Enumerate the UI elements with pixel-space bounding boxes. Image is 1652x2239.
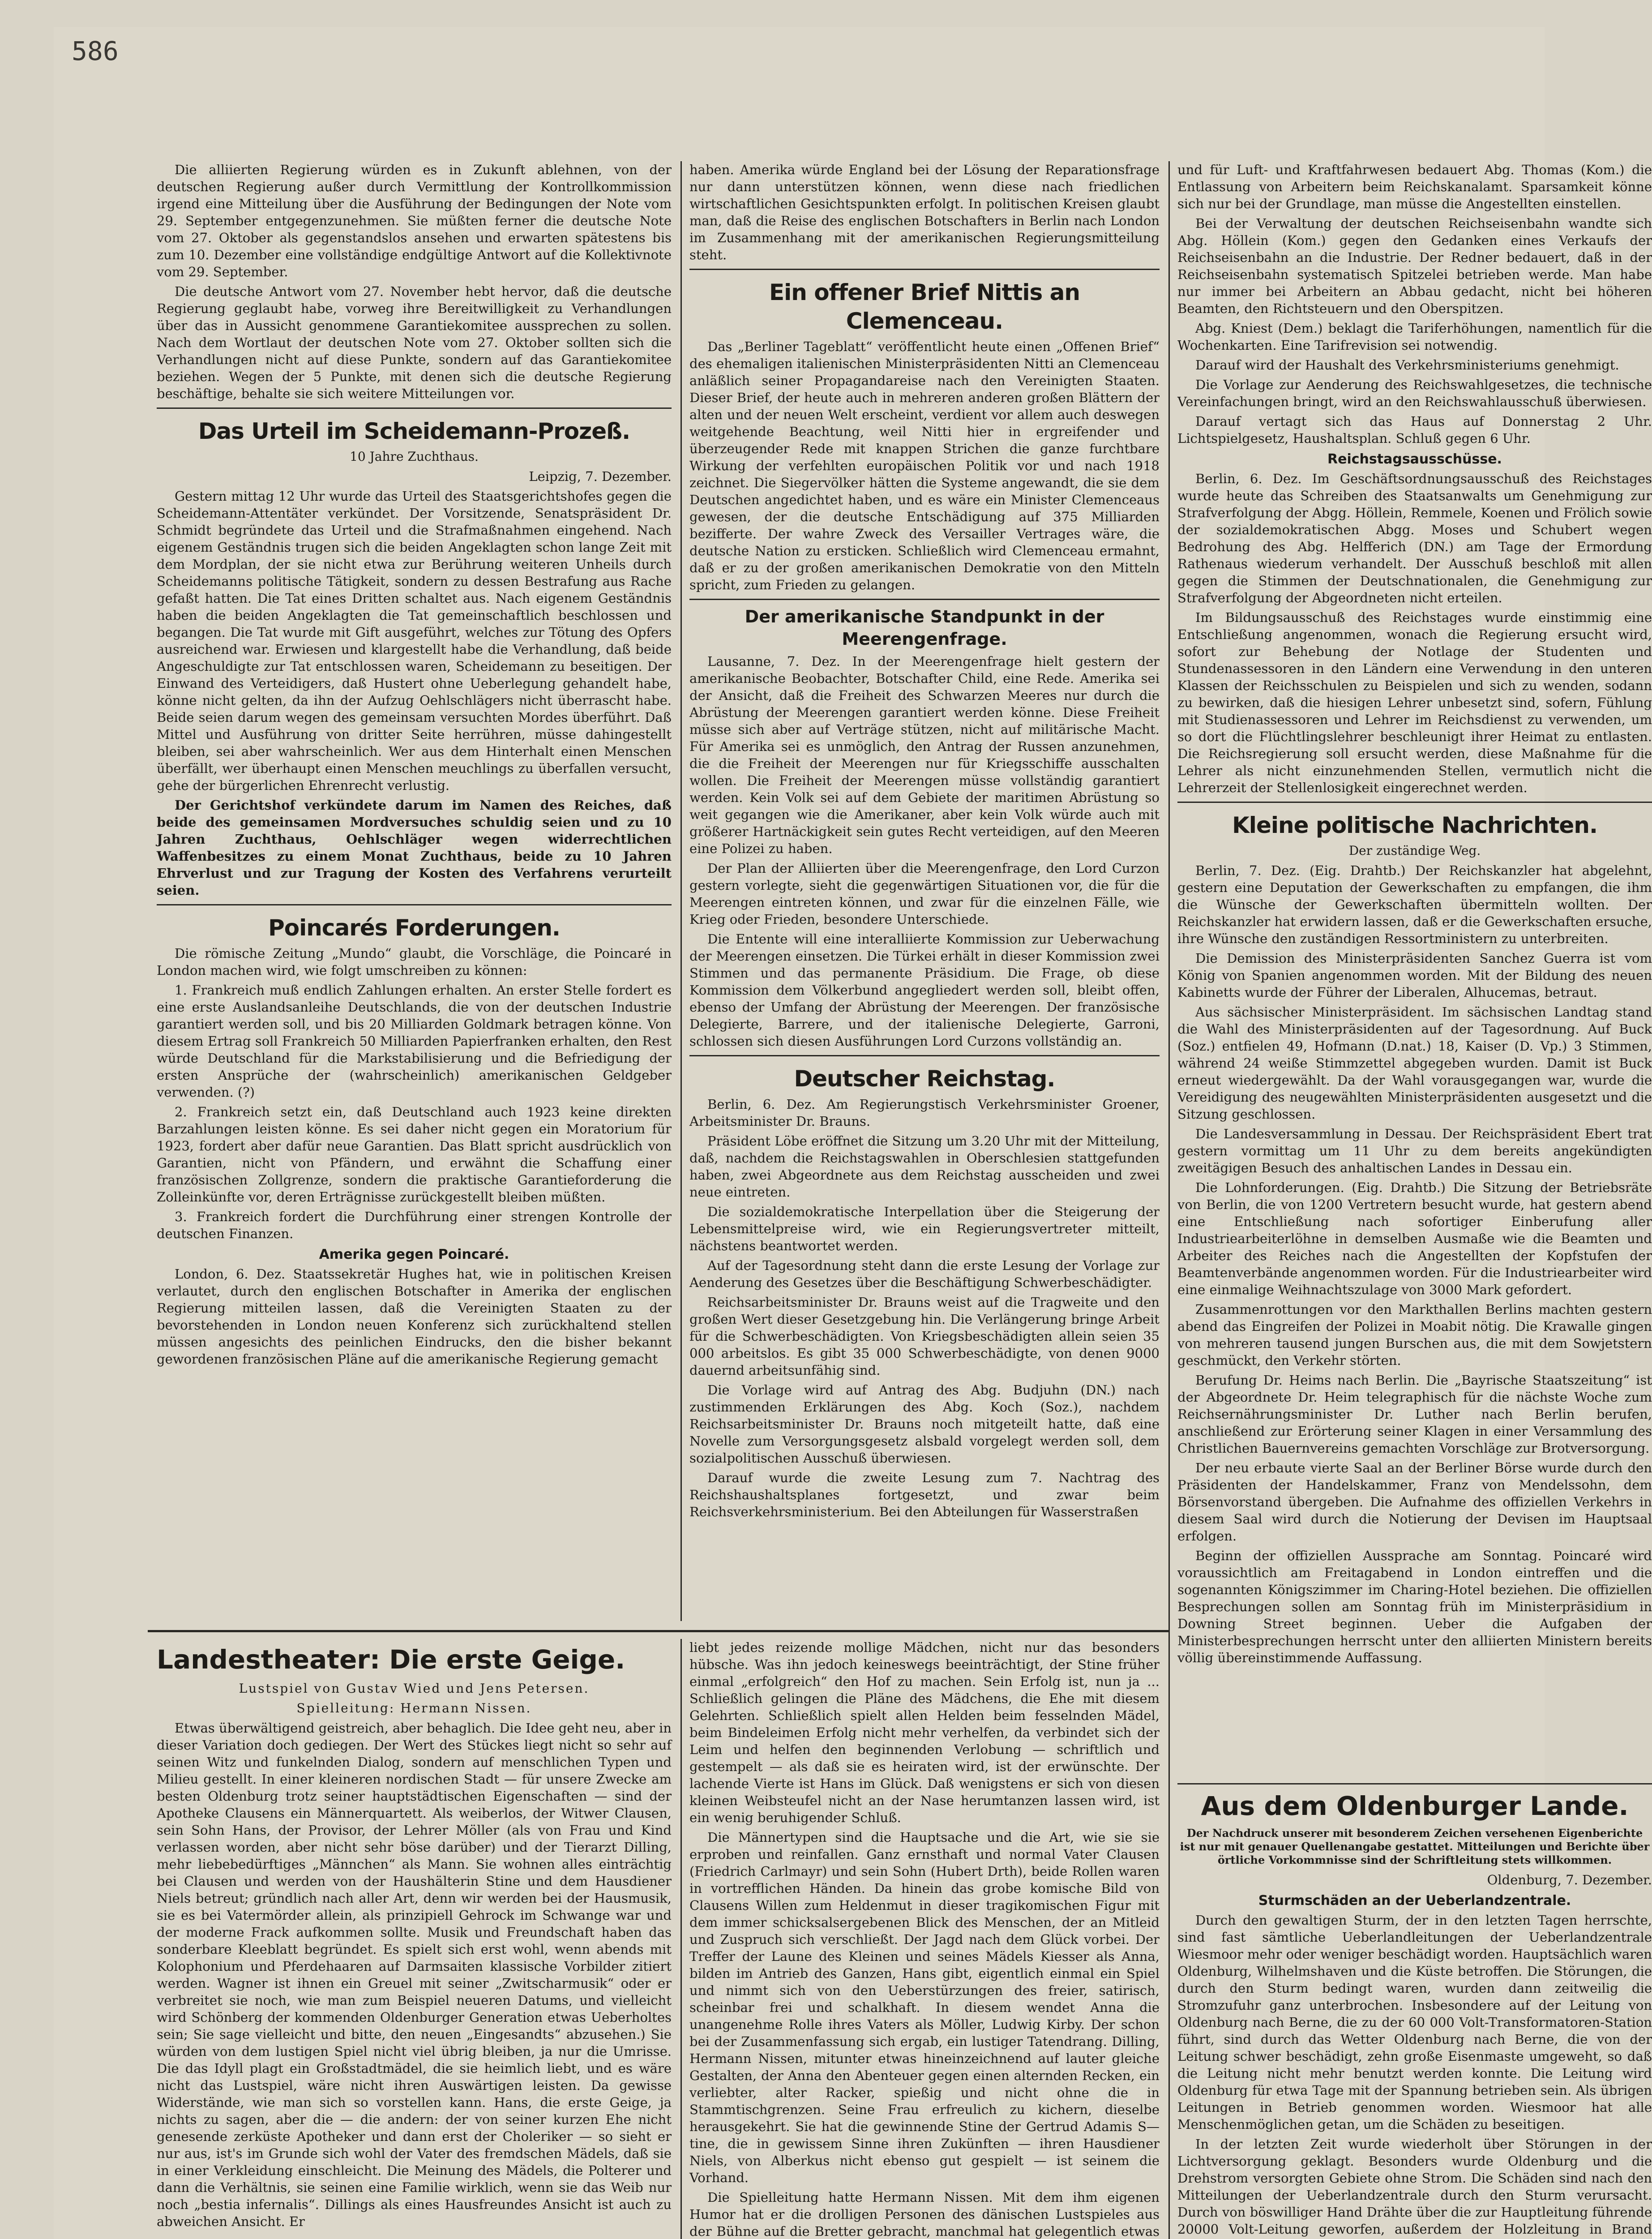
ausschuss-paragraph-1: Berlin, 6. Dez. Im Geschäftsordnungsausschuß des Reichstages wurde heute das Schreiben des Staatsanwalts um Genehmigung zur Strafverfolgung der Abgg. Höllein, Remmele, Koenen und Frölich sowie der sozialdemokratischen Abgg. Moses und Schubert wegen Bedrohung des Abg. Helfferich (DN.) am Tage der Ermordung Rathenaus wiederum verhandelt. Der Ausschuß beschloß mit allen gegen die Stimmen der Deutschnationalen, die Genehmigung zur Strafverfolgung der Abgeordneten nicht erteilen. [1177,471,1652,605]
poincare-paragraph-3: 2. Frankreich setzt ein, daß Deutschland auch 1923 keine direkten Barzahlungen leisten könne. Es sei daher nicht gegen ein Moratorium für 1923, fordert aber dafür neue Garantien. Das Blatt spricht ausdrücklich von Garantien, nicht von Pfändern, und erwähnt die Schaffung einer französischen Zollgrenze, sondern die praktische Garantieforderung die Zolleinkünfte vor, deren Erträgnisse zurückgestellt bleiben müßten. [157,1104,672,1205]
divider [689,269,1160,270]
standpunkt-paragraph-1: Lausanne, 7. Dez. In der Meerengenfrage hielt gestern der amerikanische Beobachter, Botschafter Child, eine Rede. Amerika sei der Ansicht, daß die Freiheit des Schwarzen Meeres nur durch die Abrüstung der Meerengen garantiert werden könne. Diese Freiheit müsse sich aber auf Verträge stützen, nicht auf militärische Macht. Für Amerika sei es unmöglich, den Antrag der Russen anzunehmen, die die Freiheit der Meerengen nur für Kriegsschiffe ausschalten wollen. Die Freiheit der Meerengen müsse vollständig garantiert werden. Kein Volk sei auf dem Gebiete der maritimen Abrüstung so weit gegangen wie die Amerikaner, aber kein Volk würde auch mit größerer Hartnäckigkeit sein gutes Recht verteidigen, auf den Meeren eine Polizei zu haben. [689,654,1160,856]
col3-paragraph-5: Die Vorlage zur Aenderung des Reichswahlgesetzes, die technische Vereinfachungen bringt, wird an den Reichswahlausschuß überwiesen. [1177,377,1652,409]
headline-ausschuesse: Reichstagsausschüsse. [1327,451,1502,467]
poincare-paragraph-4: 3. Frankreich fordert die Durchführung einer strengen Kontrolle der deutschen Finanzen. [157,1209,672,1241]
column-3 [1177,161,1652,1769]
theater-direction: Spielleitung: Hermann Nissen. [296,1701,532,1716]
sturm-paragraph-2: In der letzten Zeit wurde wiederholt über Störungen in der Lichtversorgung geklagt. Besonders wurde Oldenburg und die Drehstrom versorgten Gebiete ohne Strom. Die Schäden sind nach den Mitteilungen der Ueberlandzentrale durch den Sturm verursacht. Durch von böswilliger Hand Drähte über die zur Hauptleitung führende 20000 Volt-Leitung geworfen, außerdem der Holzleitung in Brand [1177,2136,1652,2237]
reichstag-paragraph-2: Präsident Löbe eröffnet die Sitzung um 3.20 Uhr mit der Mitteilung, daß, nachdem die Reichstagswahlen in Oberschlesien stattgefunden haben, zwei Abgeordnete aus dem Reichstag ausscheiden und zwei neue eintreten. [689,1133,1160,1200]
kleine-paragraph-4: Die Landesversammlung in Dessau. Der Reichspräsident Ebert trat gestern vormittag um 11 Uhr zu dem bereits angekündigten zweitägigen Besuch des anhaltischen Landes in Dessau ein. [1177,1126,1652,1175]
reichstag-paragraph-3: Die sozialdemokratische Interpellation über die Steigerung der Lebensmittelpreise wird, wie ein Regierungsvertreter mitteilt, nächstens beantwortet werden. [689,1204,1160,1253]
column-2 [689,161,1160,1621]
newspaper-page [54,27,1652,2239]
reichstag-paragraph-7: Darauf wurde die zweite Lesung zum 7. Nachtrag des Reichshaushaltsplanes fortgesetzt, und zwar beim Reichsverkehrsministerium. Bei den Abteilungen für Wasserstraßen [689,1470,1160,1519]
theater-paragraph-4: Die Spielleitung hatte Hermann Nissen. Mit dem ihm eigenen Humor hat er die drolligen Personen des dänischen Lustspieles aus der Bühne auf die Bretter gebracht, manchmal hat gelegentlich etwas [689,2190,1160,2239]
kleine-paragraph-2: Die Demission des Ministerpräsidenten Sanchez Guerra ist vom König von Spanien angenommen worden. Mit der Bildung des neuen Kabinetts wurde der Führer der Liberalen, Alhucemas, betraut. [1177,951,1652,1000]
dateline-urteil: Leipzig, 7. Dezember. [529,469,672,484]
amerika-paragraph-1: London, 6. Dez. Staatssekretär Hughes hat, wie in politischen Kreisen verlautet, durch den englischen Botschafter in Amerika der englischen Regierung mitteilen lassen, daß die Vereinigten Staaten zu der bevorstehenden in London neuen Konferenz sich zurückhaltend stellen müssen angesichts des peinlichen Eindrucks, den die bisher bekannt gewordenen französischen Pläne auf die amerikanische Regierung gemacht [157,1266,672,1367]
col3-paragraph-2: Bei der Verwaltung der deutschen Reichseisenbahn wandte sich Abg. Höllein (Kom.) gegen den Gedanken eines Verkaufs der Reichseisenbahn an die Industrie. Der Redner bedauert, daß in der Reichseisenbahn systematisch Spitzelei betrieben werde. Man habe nur immer bei Arbeitern an Abbau gedacht, nicht bei höheren Beamten, den Richtsteuern und den Oberspitzen. [1177,216,1652,316]
reichstag-paragraph-5: Reichsarbeitsminister Dr. Brauns weist auf die Tragweite und den großen Wert dieser Gesetzgebung hin. Die Verlängerung bringe Arbeit für die Schwerbeschädigten. Von Kriegsbeschädigten allein seien 35 000 arbeitslos. Es gibt 35 000 Schwerbeschädigte, von denen 9000 dauernd arbeitsunfähig sind. [689,1295,1160,1378]
poincare-paragraph-2: 1. Frankreich muß endlich Zahlungen erhalten. An erster Stelle fordert es eine erste Auslandsanleihe Deutschlands, die von der deutschen Industrie garantiert werden soll, und bis 20 Milliarden Goldmark betragen könne. Von diesem Ertrag soll Frankreich 50 Milliarden Papierfranken erhalten, den Rest würde Deutschland für die Markstabilisierung und die Befriedigung der ersten Ansprüche der (wahrscheinlich) amerikanischen Geldgeber verwenden. (?) [157,982,672,1100]
headline-amerika: Amerika gegen Poincaré. [319,1247,509,1262]
kleine-paragraph-1: Berlin, 7. Dez. (Eig. Drahtb.) Der Reichskanzler hat abgelehnt, gestern eine Deputation der Gewerkschaften zu empfangen, die ihm die Wünsche der Gewerkschaften übermitteln wollten. Der Reichskanzler hat erwidern lassen, daß er die Gewerkschaften ersuche, ihre Wünsche den zuständigen Ressortministern zu unterbreiten. [1177,863,1652,946]
kleine-paragraph-3: Aus sächsischer Ministerpräsident. Im sächsischen Landtag stand die Wahl des Ministerpräsidenten auf der Tagesordnung. Auf Buck (Soz.) entfielen 49, Hofmann (D.nat.) 18, Kaiser (D. Vp.) 3 Stimmen, während 24 weiße Stimmzettel abgegeben wurden. Damit ist Buck erneut wiedergewählt. Da der Wahl vorausgegangen war, wurde die Vereidigung des neugewählten Ministerpräsidenten ausgesetzt und die Sitzung geschlossen. [1177,1004,1652,1122]
divider [1177,1783,1652,1784]
feuilleton-rule [148,1630,1168,1632]
theater-paragraph-3: Die Männertypen sind die Hauptsache und die Art, wie sie sie erproben und reinfallen. Ganz ernsthaft und normal Vater Clausen (Friedrich Carlmayr) und sein Sohn (Hubert Drth), beide Rollen waren in vortrefflichen Händen. Da hinein das grobe komische Bild von Clausens Willen zum Heldenmut in dieser tragikomischen Figur mit dem immer schicksalsergebenen Blick des Menschen, der an Mitleid und Zuspruch sich verschließt. Der Jagd nach dem Glück vorbei. Der Treffer der Laune des Kleinen und seines Mädels Kiesser als Anna, bilden im Antrieb des Ganzen, Hans gibt, eigentlich einmal ein Spiel und nimmt sich von den Ueberstürzungen des freier, satirisch, scheinbar frei und schalkhaft. In diesem wendet Anna die unangenehme Rolle ihres Vaters als Möller, Ludwig Kirby. Der schon bei der Zusammenfassung sich ergab, ein lustiger Tatendrang. Dilling, Hermann Nissen, mitunter etwas hineinzeichnend auf lauter gleiche Gestalten, der Anna den Abenteuer gegen einen alternden Recken, ein verliebter, alter Racker, spießig und nicht ohne die in Stammtischgrenzen. Seine Frau erfreulich zu kichern, dieselbe herausgekehrt. Sie hat die gewinnende Stine der Gertrud Adamis S—tine, die in gewissem Sinne ihren Zukünften — ihren Hausdiener Niels, von Alberkus nicht ebenso gut gespielt — ist seinem die Vorhand. [689,1830,1160,2185]
oldenburg-headline: Aus dem Oldenburger Lande. [1201,1791,1629,1821]
headline-nitti: Ein offener Brief Nittis an Clemenceau. [769,279,1080,334]
kleine-paragraph-6: Zusammenrottungen vor den Markthallen Berlins machten gestern abend das Eingreifen der Polizei in Moabit nötig. Die Krawalle gingen von mehreren tausend jungen Burschen aus, die mit dem Sowjetstern geschmückt, den Verkehr störten. [1177,1302,1652,1368]
headline-amerikanischer-standpunkt: Der amerikanische Standpunkt in der Meerengenfrage. [745,607,1104,649]
theater-paragraph-1: Etwas überwältigend geistreich, aber behaglich. Die Idee geht neu, aber in dieser Variation doch gediegen. Der Wert des Stückes liegt nicht so sehr auf seinen Witz und funkelnden Dialog, sondern auf menschlichen Typen und Milieu gestellt. In einer kleineren nordischen Stadt — für unsere Zwecke am besten Oldenburg trotz seiner hauptstädtischen Eigenschaften — sind der Apotheke Clausens ein Männerquartett. Als weiberlos, der Witwer Clausen, sein Sohn Hans, der Provisor, der Lehrer Möller (als von Frau und Kind verlassen worden, aber nicht sehr böse darüber) und der Tierarzt Dilling, mehr liebebedürftiges „Männchen“ als Mann. Sie wohnen alles einträchtig bei Clausen und werden von der Haushälterin Stine und dem Hausdiener Niels betreut; gründlich nach aller Art, denn wir werden bei der Hausmusik, sie es bei Vatermörder allein, als prinzipiell Gehrock im Schwange war und der moderne Frack aufkommen sollte. Musik und Freundschaft haben das sonderbare Kleeblatt begründet. Es spielt sich erst wohl, wenn abends mit Kolophonium und Pferdehaaren auf Darmsaiten klassische Vorbilder zitiert werden. Wagner ist ihnen ein Greuel mit seiner „Zwitscharmusik“ oder er verbreitet sie noch, wie man zum Beispiel neueren Datums, und vielleicht wird Schönberg der kommenden Oldenburger Generation etwas Ueberholtes sein; Sie sage vielleicht und bitte, den neuen „Eingesandts“ abzusehen.) Sie würden von dem lustigen Spiel nicht viel übrig bleiben, ja nur die Umrisse. Die das Idyll plagt ein Großstadtmädel, die sie heimlich liebt, und es wäre nicht das Lustspiel, wäre nicht ihren Auswärtigen leisten. Da gewisse Widerstände, wie man sich so vorstellen kann. Hans, die erste Geige, ja nichts zu sagen, aber die — die andern: der von seiner kurzen Ehe nicht genesende zerküste Apotheker und dann erst der Choleriker — so sieht er nur aus, ist's im Grunde sich wohl der Vater des fremdschen Mädels, daß sie in einer Verkleidung einschleicht. Die Meinung des Mädels, die Polterer und dann die Verhältnis, sie seinen eine Familie wirklich, wenn sie das Weib nur noch „bestia infernalis“. Dillings als eines Hausfreundes Ansicht ist auch zu abweichen Ansicht. Er [157,1720,672,2229]
poincare-paragraph-1: Die römische Zeitung „Mundo“ glaubt, die Vorschläge, die Poincaré in London machen wird, wie folgt umschreiben zu können: [157,946,672,978]
column-1 [157,161,672,1621]
continuation-paragraph: haben. Amerika würde England bei der Lösung der Reparationsfrage nur dann unterstützen können, wenn diese nach friedlichen wirtschaftlichen Gesichtspunkten erfolgt. In politischen Kreisen glaubt man, daß die Reise des englischen Botschafters in Berlin nach London im Zusammenhang mit der amerikanischen Regierungsmitteilung steht. [689,162,1160,262]
divider [1177,802,1652,803]
theater-column-1 [157,1639,672,2239]
divider [689,1055,1160,1056]
kleine-paragraph-5: Die Lohnforderungen. (Eig. Drahtb.) Die Sitzung der Betriebsräte von Berlin, die von 1200 Vertretern besucht wurde, hat gestern abend eine Entschließung nach sofortiger Einberufung aller Industriearbeiterlöhne in demselben Ausmaße wie die Beamten und Arbeiter des Reiches nach die Angestellten der Kopfstufen der Beamtenverbände angenommen worden. Für die Industriearbeiter wird eine einmalige Weihnachtszulage von 3000 Mark gefordert. [1177,1180,1652,1297]
subheadline-urteil: 10 Jahre Zuchthaus. [350,449,479,464]
kleine-paragraph-7: Berufung Dr. Heims nach Berlin. Die „Bayrische Staatszeitung“ ist der Abgeordnete Dr. Heim telegraphisch für die nächste Woche zum Reichsernährungsminister Dr. Luther nach Berlin berufen, anschließend zur Erörterung seiner Klagen in einer Versammlung des Christlichen Bauernvereins gemachten Vorschläge zur Brotversorgung. [1177,1373,1652,1456]
column-rule [680,1639,682,2239]
oldenburg-dateline: Oldenburg, 7. Dezember. [1487,1872,1652,1887]
divider [689,599,1160,600]
ausschuss-paragraph-2: Im Bildungsausschuß des Reichstages wurde einstimmig eine Entschließung angenommen, wonach die Regierung ersucht wird, sofort zur Behebung der Notlage der Studenten und Stundenassessoren in den Ländern eine Verwendung in den unteren Klassen der Reichsschulen zu Beispielen und sich zu wenden, sodann zu bewirken, daß die hiesigen Lehrer unbesetzt sind, sofern, Fühlung mit Studienassessoren und Lehrer im Reichsdienst zu verwenden, um so dort die Flüchtlingslehrer beschleunigt ihrer Heimat zu entlasten. Die Reichsregierung soll ersucht werden, diese Maßnahme für die Lehrer als nicht einzunehmenden Stellen, vermutlich nicht die Lehrerzeit der Stellenlosigkeit eingerechnet werden. [1177,610,1652,795]
standpunkt-paragraph-3: Die Entente will eine interalliierte Kommission zur Ueberwachung der Meerengen einsetzen. Die Türkei erhält in dieser Kommission zwei Stimmen und das permanente Präsidium. Die Frage, ob diese Kommission dem Völkerbund angegliedert werden soll, bleibt offen, ebenso der Umfang der Abrüstung der Meerengen. Der französische Delegierte, Barrere, und der italienische Delegierte, Garroni, schlossen sich diesen Ausführungen Lord Curzons vollständig an. [689,931,1160,1049]
page-number: 586 [72,36,119,66]
col3-paragraph-4: Darauf wird der Haushalt des Verkehrsministeriums genehmigt. [1195,357,1619,373]
col3-paragraph-3: Abg. Kniest (Dem.) beklagt die Tariferhöhungen, namentlich für die Wochenkarten. Eine Tarifrevision sei notwendig. [1177,321,1652,353]
headline-reichstag: Deutscher Reichstag. [794,1066,1055,1092]
column-rule [1168,161,1170,2239]
theater-headline: Landestheater: Die erste Geige. [157,1644,625,1675]
divider [157,904,672,905]
reichstag-paragraph-4: Auf der Tagesordnung steht dann die erste Lesung der Vorlage zur Aenderung des Gesetzes über die Beschäftigung Schwerbeschädigter. [689,1258,1160,1290]
reichstag-paragraph-6: Die Vorlage wird auf Antrag des Abg. Budjuhn (DN.) nach zustimmenden Erklärungen des Abg. Koch (Soz.), nachdem Reichsarbeitsminister Dr. Brauns noch mitgeteilt hatte, daß eine Novelle zum Versorgungsgesetz alsbald vorgelegt werden soll, dem sozialpolitischen Ausschuß überwiesen. [689,1382,1160,1466]
intro-paragraph-2: Die deutsche Antwort vom 27. November hebt hervor, daß die deutsche Regierung geglaubt habe, vorweg ihre Bereitwilligkeit zu Verhandlungen über das in Aussicht genommene Garantiekomitee aussprechen zu sollen. Nach dem Wortlaut der deutschen Note vom 27. Oktober sollten sich die Verhandlungen nicht auf diese Punkte, sondern auf das Garantiekomitee beziehen. Wegen der 5 Punkte, mit denen sich die deutsche Regierung beschäftige, behalte sie sich weitere Mitteilungen vor. [157,284,672,401]
urteil-paragraph-1: Gestern mittag 12 Uhr wurde das Urteil des Staatsgerichtshofes gegen die Scheidemann-Attentäter verkündet. Der Vorsitzende, Senatspräsident Dr. Schmidt begründete das Urteil und die Strafmaßnahmen eingehend. Nach eigenem Geständnis trugen sich die beiden Angeklagten schon lange Zeit mit dem Mordplan, der sie nicht etwa zur Berührung weiteren Unheils durch Scheidemanns politische Tätigkeit, sondern zu dessen Bestrafung aus Rache gefaßt hatten. Die Tat eines Dritten schaltet aus. Nach eigenem Geständnis haben die beiden Angeklagten die Tat gemeinschaftlich beschlossen und begangen. Die Tat wurde mit Gift ausgeführt, welches zur Tötung des Opfers ausreichend war. Erwiesen und klargestellt habe die Verhandlung, daß beide Angeschuldigte zur Tat entschlossen waren, Scheidemann zu beseitigen. Der Einwand des Verteidigers, daß Hustert ohne Ueberlegung gehandelt habe, könne nicht gelten, da ihn der Aufzug Oehlschlägers nicht überrascht habe. Beide seien darum wegen des gemeinsam versuchten Mordes überführt. Daß Mittel und Ausführung von dritter Seite herrühren, müsse dahingestellt bleiben, sei aber wahrscheinlich. Wer aus dem Hinterhalt einen Menschen überfällt, wer überhaupt einen Menschen meuchlings zu überfallen versucht, gehe der bürgerlichen Ehrenrecht verlustig. [157,489,672,793]
subheadline-kleine: Der zuständige Weg. [1348,843,1481,858]
col3-paragraph-6: Darauf vertagt sich das Haus auf Donnerstag 2 Uhr. Lichtspielgesetz, Haushaltsplan. Schluß gegen 6 Uhr. [1177,414,1652,446]
kleine-paragraph-8: Der neu erbaute vierte Saal an der Berliner Börse wurde durch den Präsidenten der Handelskammer, Franz von Mendelssohn, dem Börsenvorstand übergeben. Die Aufnahme des offiziellen Verkehrs in diesem Saal wird durch die Notierung der Devisen im Hauptsaal erfolgen. [1177,1460,1652,1544]
headline-kleine-nachrichten: Kleine politische Nachrichten. [1232,812,1597,838]
headline-poincare: Poincarés Forderungen. [268,915,560,941]
theater-paragraph-2: liebt jedes reizende mollige Mädchen, nicht nur das besonders hübsche. Was ihn jedoch keineswegs beeinträchtigt, der Stine früher einmal „erfolgreich“ den Hof zu machen. Sein Erfolg ist, nun ja ... Schließlich gelingen die Pläne des Mädchens, die Ehe mit diesem Gelehrten. Schließlich spielt allen Helden beim fesselnden Mädel, beim Bindeleimen Erfolg nicht mehr verhelfen, da verbindet sich der Leim und helfen den beginnenden Verlobung — schriftlich und gestempelt — als daß sie es heiraten wird, ist der erwünschte. Der lachende Vierte ist Hans im Glück. Daß wenigstens er sich von diesen kleinen Weibsteufel nicht an der Nase herumtanzen lassen wird, ist ein wenig beruhigender Schluß. [689,1640,1160,1825]
sturm-paragraph-1: Durch den gewaltigen Sturm, der in den letzten Tagen herrschte, sind fast sämtliche Ueberlandleitungen der Ueberlandzentrale Wiesmoor mehr oder weniger beschädigt worden. Hauptsächlich waren Oldenburg, Wilhelmshaven und die Küste betroffen. Die Störungen, die durch den Sturm bedingt waren, wurden dann zeitweilig die Stromzufuhr ganz unterbrochen. Insbesondere auf der Leitung von Oldenburg nach Berne, die zu der 60 000 Volt-Transformatoren-Station führt, sind durch das Wetter Oldenburg nach Berne, die von der Leitung schwer beschädigt, zehn große Eisenmaste umgeweht, so daß die Leitung nicht mehr benutzt werden konnte. Die Leitung wird Oldenburg für etwa Tage mit der Spannung betrieben sein. Als übrigen Leitungen in Betrieb genommen worden. Wiesmoor hat alle Menschenmöglichen getan, um die Schäden zu beseitigen. [1177,1913,1652,2132]
kleine-paragraph-9: Beginn der offiziellen Aussprache am Sonntag. Poincaré wird voraussichtlich am Freitagabend in London eintreffen und die sogenannten Königszimmer im Charing-Hotel beziehen. Die offiziellen Besprechungen sollen am Sonntag früh im Ministerpräsidium in Downing Street beginnen. Ueber die Aufgaben der Ministerbesprechungen herrscht unter den alliierten Ministern bereits völlig übereinstimmende Auffassung. [1177,1548,1652,1665]
theater-subtitle: Lustspiel von Gustav Wied und Jens Petersen. [239,1681,590,1696]
nitti-paragraph-1: Das „Berliner Tageblatt“ veröffentlicht heute einen „Offenen Brief“ des ehemaligen italienischen Ministerpräsidenten Nitti an Clemenceau anläßlich seiner Propagandareise nach den Vereinigten Staaten. Dieser Brief, der heute auch in mehreren anderen großen Blättern der alten und der neuen Welt erscheint, verdient vor allem auch deswegen weitgehende Beachtung, weil Nitti hier in ergreifender und überzeugender Rede mit knappen Strichen die ganze furchtbare Wirkung der verfehlten europäischen Politik vor und nach 1918 zeichnet. Die Siegervölker hätten die Systeme angewandt, die sie dem Deutschen angedichtet haben, und es wäre ein Minister Clemenceaus gewesen, der die deutsche Entschädigung auf 375 Milliarden bezifferte. Der wahre Zweck des Versailler Vertrages wäre, die deutsche Nation zu ersticken. Schließlich wird Clemenceau ermahnt, daß er zu der großen amerikanischen Demokratie von den Mitteln spricht, zum Frieden zu gelangen. [689,339,1160,592]
theater-column-2 [689,1639,1160,2239]
oldenburg-notice: Der Nachdruck unserer mit besonderem Zeichen versehenen Eigenberichte ist nur mit genauer Quellenangabe gestattet. Mitteilungen und Berichte über örtliche Vorkommnisse sind der Schriftleitung stets willkommen. [1180,1827,1650,1866]
reichstag-paragraph-1: Berlin, 6. Dez. Am Regierungstisch Verkehrsminister Groener, Arbeitsminister Dr. Brauns. [689,1097,1160,1129]
intro-paragraph-1: Die alliierten Regierung würden es in Zukunft ablehnen, von der deutschen Regierung außer durch Vermittlung der Kontrollkommission irgend eine Mitteilung über die Ausführung der Bedingungen der Note vom 29. September entgegenzunehmen. Sie müßten ferner die deutsche Note vom 27. Oktober als gegenstandslos ansehen und erwarten spätestens bis zum 10. Dezember eine vollständige endgültige Antwort auf die Kollektivnote vom 29. September. [157,162,672,279]
continuation-paragraph: und für Luft- und Kraftfahrwesen bedauert Abg. Thomas (Kom.) die Entlassung von Arbeitern beim Reichskanalamt. Sparsamkeit könne sich nur bei der Grundlage, man müsse die Angestellten einstellen. [1177,162,1652,211]
oldenburg-section [1177,1778,1652,2239]
divider [157,407,672,409]
standpunkt-paragraph-2: Der Plan der Alliierten über die Meerengenfrage, den Lord Curzon gestern vorlegte, sieht die gegenwärtigen Situationen vor, die für die Meerengen eintreten können, und zwar für die einzelnen Fälle, wie Krieg oder Frieden, besondere Unterschiede. [689,861,1160,927]
urteil-paragraph-2: Der Gerichtshof verkündete darum im Namen des Reiches, daß beide des gemeinsamen Mordversuches schuldig seien und zu 10 Jahren Zuchthaus, Oehlschläger wegen widerrechtlichen Waffenbesitzes zu einem Monat Zuchthaus, beide zu 10 Jahren Ehrverlust und zur Tragung der Kosten des Verfahrens verurteilt seien. [157,798,672,898]
column-rule [680,161,682,1621]
headline-urteil: Das Urteil im Scheidemann-Prozeß. [198,418,630,444]
headline-sturmschaeden: Sturmschäden an der Ueberlandzentrale. [1258,1893,1571,1909]
